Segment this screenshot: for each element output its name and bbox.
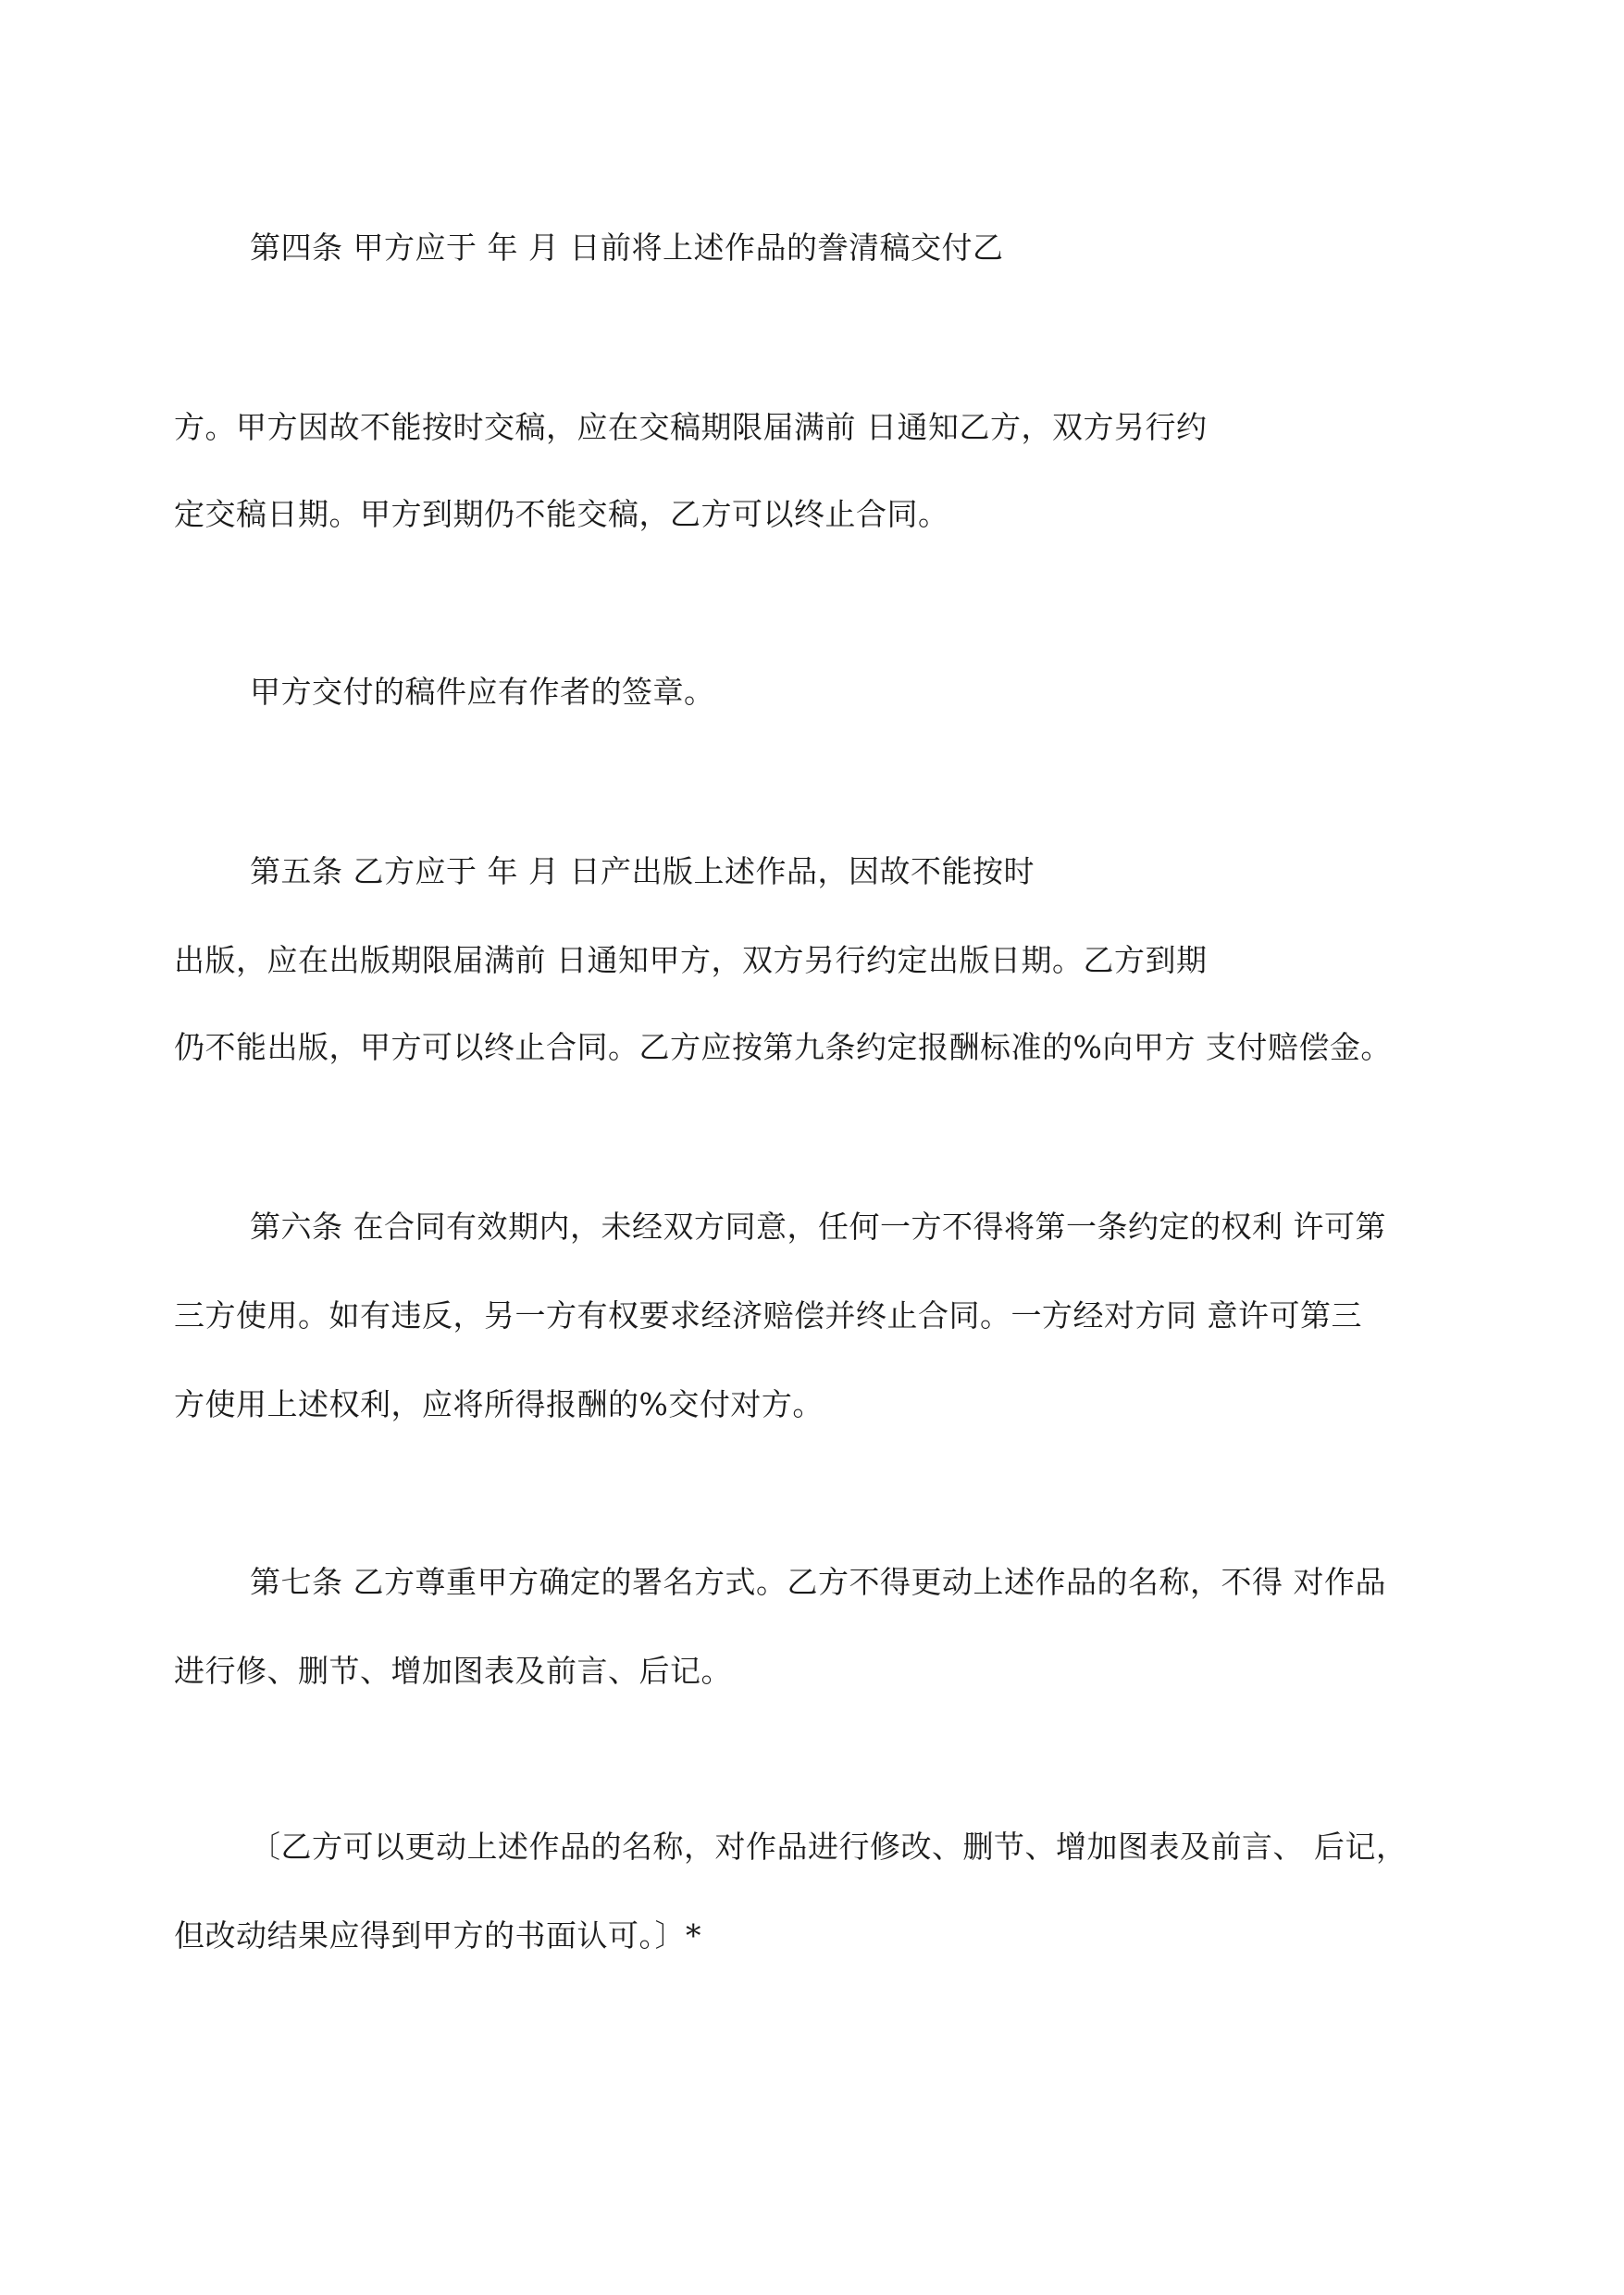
- article-4-line-1: 第四条 甲方应于 年 月 日前将上述作品的誊清稿交付乙: [250, 230, 1004, 266]
- alternative-clause-line-2: 但改动结果应得到甲方的书面认可。〕*: [174, 1917, 701, 1954]
- signature-requirement-line: 甲方交付的稿件应有作者的签章。: [250, 674, 715, 710]
- article-6-line-2: 三方使用。如有违反，另一方有权要求经济赔偿并终止合同。一方经对方同 意许可第三: [174, 1297, 1362, 1334]
- article-6-line-1: 第六条 在合同有效期内，未经双方同意，任何一方不得将第一条约定的权利 许可第: [250, 1209, 1386, 1245]
- alternative-clause-line-1: 〔乙方可以更动上述作品的名称，对作品进行修改、删节、增加图表及前言、 后记，: [250, 1829, 1407, 1865]
- article-5-line-2: 出版，应在出版期限届满前 日通知甲方，双方另行约定出版日期。乙方到期: [174, 942, 1208, 978]
- article-7-line-2: 进行修、删节、增加图表及前言、后记。: [174, 1653, 732, 1689]
- article-4-line-2: 方。甲方因故不能按时交稿，应在交稿期限届满前 日通知乙方，双方另行约: [174, 409, 1208, 445]
- article-6-line-3: 方使用上述权利，应将所得报酬的%交付对方。: [174, 1386, 824, 1422]
- article-4-line-3: 定交稿日期。甲方到期仍不能交稿，乙方可以终止合同。: [174, 496, 949, 532]
- article-7-line-1: 第七条 乙方尊重甲方确定的署名方式。乙方不得更动上述作品的名称，不得 对作品: [250, 1564, 1386, 1600]
- article-5-line-3: 仍不能出版，甲方可以终止合同。乙方应按第九条约定报酬标准的%向甲方 支付赔偿金。: [174, 1029, 1392, 1065]
- article-5-line-1: 第五条 乙方应于 年 月 日产出版上述作品，因故不能按时: [250, 853, 1035, 889]
